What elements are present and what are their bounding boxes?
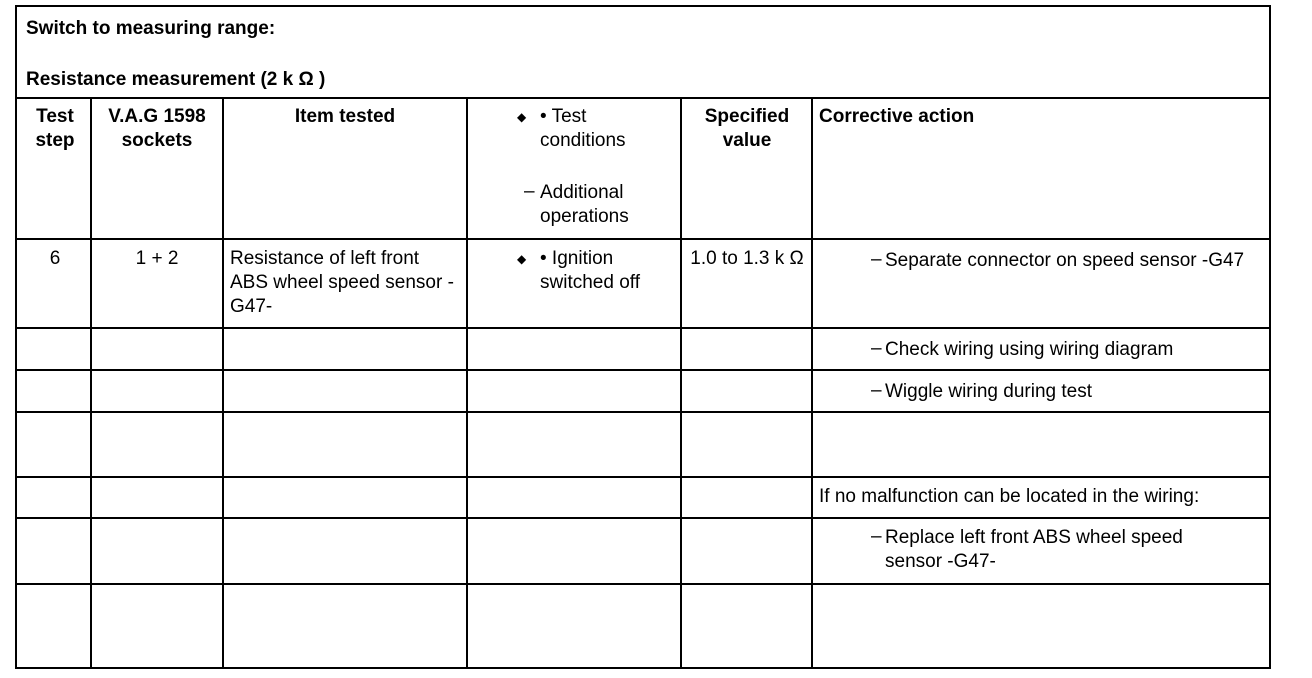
col-sockets: V.A.G 1598 sockets [108, 106, 206, 151]
range-heading: Switch to measuring range: [26, 18, 276, 39]
action-wiggle-wiring: Wiggle wiring during test [885, 381, 1092, 402]
rule [17, 327, 1269, 329]
rule [17, 476, 1269, 478]
rule [17, 411, 1269, 413]
col-corrective-action: Corrective action [819, 106, 975, 127]
test-table [15, 5, 1271, 669]
dash-icon: – [871, 249, 882, 270]
column-rule [466, 97, 468, 667]
rule [17, 517, 1269, 519]
rule [17, 583, 1269, 585]
action-separate-connector: Separate connector on speed sensor -G47 [885, 250, 1245, 271]
action-check-wiring: Check wiring using wiring diagram [885, 339, 1174, 360]
col-test-conditions: • Test conditions [540, 106, 626, 151]
dash-icon: – [871, 338, 882, 359]
dash-icon: – [871, 380, 882, 401]
item-description: Resistance of left front ABS wheel speed sensor -G47- [230, 248, 454, 317]
test-condition: • Ignition switched off [540, 248, 640, 293]
specified-value: 1.0 to 1.3 k Ω [690, 248, 804, 269]
column-rule [222, 97, 224, 667]
col-item-tested: Item tested [294, 106, 396, 127]
col-test-step: Test step [35, 106, 75, 151]
malfunction-note: If no malfunction can be located in the wiring: [819, 486, 1200, 507]
col-specified-value: Specified value [704, 106, 790, 151]
socket-numbers: 1 + 2 [135, 248, 179, 269]
measurement-heading: Resistance measurement (2 k Ω ) [26, 69, 326, 90]
bullet-icon: ◆ [517, 110, 527, 124]
action-replace-sensor: Replace left front ABS wheel speed sensor -G47- [885, 527, 1183, 572]
dash-icon: – [871, 526, 882, 547]
col-additional-operations: Additional operations [540, 182, 629, 227]
rule [17, 238, 1269, 240]
rule [17, 97, 1269, 99]
column-rule [680, 97, 682, 667]
column-rule [90, 97, 92, 667]
dash-icon: – [524, 181, 535, 202]
step-number: 6 [49, 248, 61, 269]
bullet-icon: ◆ [517, 252, 527, 266]
rule [17, 369, 1269, 371]
column-rule [811, 97, 813, 667]
